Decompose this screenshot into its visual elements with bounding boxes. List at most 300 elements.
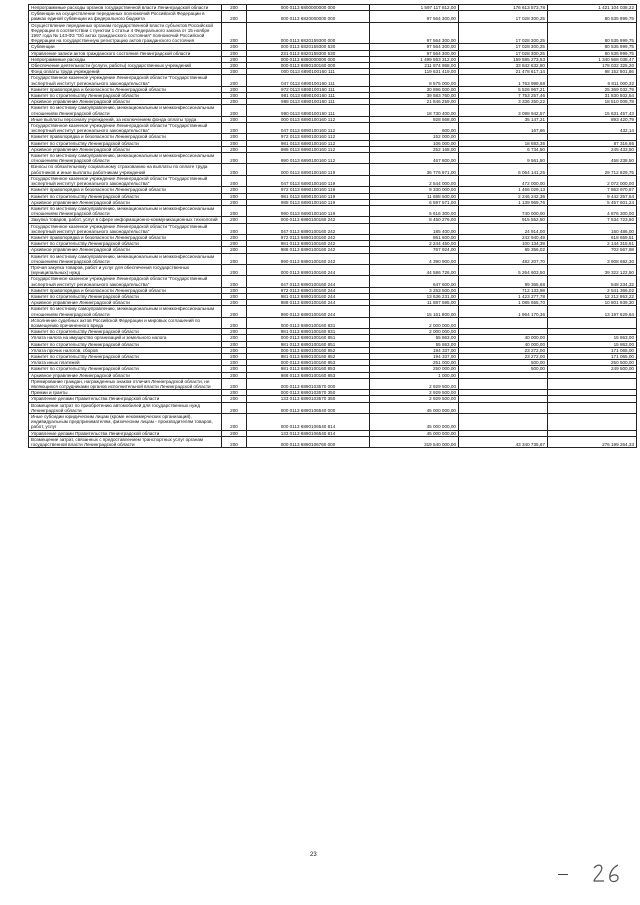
row-name: Комитет правопорядка и безопасности Ленинградской области [29,287,222,293]
row-remaining: 15 631 457,43 [548,105,637,116]
table-row [29,276,637,287]
row-name: Комитет по строительству Ленинградской области [29,366,222,372]
row-approved: 39 583 760,00 [370,93,459,99]
row-executed: 482 207,70 [459,253,548,264]
row-name: Комитет правопорядка и безопасности Ленинградской области [29,86,222,92]
row-remaining: 15 863,00 [548,335,637,341]
row-approved: 8 575 000,00 [370,75,459,86]
row-kbk: 000 0113 6890100160 852 [247,347,370,353]
row-code: 200 [222,430,247,436]
row-name: Государственное казенное учреждение Ленинградской области "Государственный экспертный институт регионального законодательства" [29,175,222,186]
row-approved: 185 400,00 [370,223,459,234]
row-name: Комитет по местному самоуправлению, межнациональным и межконфессиональным отношениям Ленинградской области [29,205,222,216]
row-executed: 3 336 250,22 [459,99,548,105]
row-name: Архивное управление Ленинградской области [29,372,222,378]
table-row [29,223,637,234]
row-approved: 194 337,00 [370,353,459,359]
row-approved: 21 846 259,00 [370,99,459,105]
row-remaining: 10 801 939,30 [548,300,637,306]
row-remaining: 178 032 325,20 [548,63,637,69]
row-kbk: 981 0113 6890100160 119 [247,193,370,199]
row-approved: 44 586 726,00 [370,264,459,275]
row-approved: 45 000 000,00 [370,430,459,436]
row-executed: 100 134,39 [459,241,548,247]
row-executed: 24 914,00 [459,223,548,234]
row-remaining: 29 712 829,75 [548,164,637,175]
row-kbk: 000 0113 6890103570 350 [247,390,370,396]
row-approved: 55 863,00 [370,335,459,341]
row-approved: 2 929 500,00 [370,390,459,396]
row-kbk: 000 0113 6890000000 000 [247,56,370,62]
row-name: Закупка товаров, работ, услуг в сфере информационно-коммуникационных технологий [29,217,222,223]
row-code: 200 [222,69,247,75]
row-code: 200 [222,234,247,240]
row-remaining: 80 535 999,75 [548,22,637,44]
row-name: Комитет правопорядка и безопасности Ленинградской области [29,187,222,193]
row-name: Непрограммные расходы [29,56,222,62]
row-kbk: 972 0113 6890100160 119 [247,187,370,193]
row-code: 200 [222,306,247,317]
row-code: 200 [222,5,247,11]
row-code: 200 [222,11,247,22]
row-code: 200 [222,276,247,287]
row-executed: 500,00 [459,366,548,372]
row-name: Комитет по местному самоуправлению, межнациональным и межконфессиональным отношениям Ленинградской области [29,253,222,264]
budget-report-sheet [28,4,634,448]
row-code: 200 [222,93,247,99]
row-code: 200 [222,378,247,389]
row-remaining: 39 322 122,50 [548,264,637,275]
row-kbk: 990 0113 6890100160 111 [247,105,370,116]
row-approved: 2 000 000,00 [370,329,459,335]
row-approved: 2 000 000,00 [370,317,459,328]
table-row [29,153,637,164]
row-name: Премирование граждан, награжденных знаком отличия Ленинградской области, не являющихся сотрудниками органов исполнительной власти Ленинградской области [29,378,222,389]
table-row [29,436,637,447]
row-executed: 65 356,02 [459,247,548,253]
row-executed: 159 585 273,53 [459,56,548,62]
row-code: 200 [222,241,247,247]
row-name: Государственное казенное учреждение Ленинградской области "Государственный экспертный институт регионального законодательства" [29,123,222,134]
row-approved: 45 000 000,00 [370,402,459,413]
row-approved: 9 330 000,00 [370,187,459,193]
row-approved: 4 390 900,00 [370,253,459,264]
table-row [29,22,637,44]
row-name: Уплата прочих налогов, сборов [29,347,222,353]
row-name: Архивное управление Ленинградской области [29,199,222,205]
row-kbk: 000 0113 6820000000 000 [247,11,370,22]
row-code: 200 [222,175,247,186]
row-remaining: 87 316,65 [548,140,637,146]
row-code: 200 [222,341,247,347]
row-code: 200 [222,372,247,378]
row-code: 200 [222,75,247,86]
row-remaining: 9 442 257,64 [548,193,637,199]
row-name: Комитет по местному самоуправлению, межнациональным и межконфессиональным отношениям Ленинградской области [29,153,222,164]
row-code: 200 [222,436,247,447]
row-executed: 176 613 573,78 [459,5,548,11]
row-approved: 11 887 595,00 [370,300,459,306]
row-kbk: 990 0113 6890100160 119 [247,205,370,216]
row-code: 200 [222,199,247,205]
row-code: 200 [222,390,247,396]
row-name: Управление делами Правительства Ленинградской области [29,396,222,402]
row-kbk: 000 0113 6890100160 242 [247,217,370,223]
table-row [29,175,637,186]
row-remaining: 80 535 999,75 [548,50,637,56]
row-code: 200 [222,223,247,234]
row-executed: 21 478 617,14 [459,69,548,75]
row-remaining: 18 510 008,78 [548,99,637,105]
row-name: Управление делами Правительства Ленинградской области [29,430,222,436]
row-executed: 17 028 300,25 [459,11,548,22]
row-approved: 30 896 000,00 [370,86,459,92]
row-name: Комитет по строительству Ленинградской области [29,140,222,146]
budget-execution-table [28,4,637,448]
row-name: Комитет по местному самоуправлению, межнациональным и межконфессиональным отношениям Ленинградской области [29,105,222,116]
row-approved: 55 863,00 [370,341,459,347]
row-approved: 467 800,00 [370,153,459,164]
row-name: Уплата налога на имущество организаций и земельного налога [29,335,222,341]
row-name: Взносы по обязательному социальному страхованию на выплаты по оплате труда работников и иные выплаты работникам учреждений [29,164,222,175]
row-name: Комитет по строительству Ленинградской области [29,293,222,299]
table-row [29,123,637,134]
row-kbk: 047 0113 6890100160 244 [247,276,370,287]
row-name: Субвенции на осуществление переданных полномочий Российской Федерации в рамках единой субвенции из федерального бюджета [29,11,222,22]
row-remaining: 548 234,32 [548,276,637,287]
row-executed: 1 423 277,78 [459,293,548,299]
row-executed: 9 561,50 [459,153,548,164]
page-number: 23 [310,852,317,858]
row-remaining: 13 197 629,64 [548,306,637,317]
row-approved: 767 924,00 [370,247,459,253]
row-name: Уплата иных платежей [29,360,222,366]
row-approved: 2 244 450,00 [370,241,459,247]
row-approved: 15 161 800,00 [370,306,459,317]
row-remaining: 80 535 999,75 [548,44,637,50]
row-approved: 319 540 000,00 [370,436,459,447]
row-executed [459,414,548,431]
row-executed: 99 365,68 [459,276,548,287]
row-code: 200 [222,164,247,175]
row-name: Комитет правопорядка и безопасности Ленинградской области [29,134,222,140]
row-executed: 1 139 969,76 [459,199,548,205]
row-name: Архивное управление Ленинградской области [29,300,222,306]
row-approved: 252 168,00 [370,146,459,152]
row-remaining: 702 567,98 [548,247,637,253]
row-name: Исполнение судебных актов Российской Федерации и мировых соглашений по возмещению причиненного вреда [29,317,222,328]
table-row [29,402,637,413]
row-kbk: 988 0113 6890100160 119 [247,199,370,205]
row-name: Комитет правопорядка и безопасности Ленинградской области [29,234,222,240]
row-remaining: 15 863,00 [548,341,637,347]
row-remaining: 31 830 502,54 [548,93,637,99]
row-remaining: 276 199 264,33 [548,436,637,447]
row-kbk: 000 0113 6890106540 814 [247,414,370,431]
row-kbk: 047 0113 6890100160 111 [247,75,370,86]
row-name: Комитет по строительству Ленинградской области [29,193,222,199]
row-kbk: 981 0113 6890100160 244 [247,293,370,299]
row-executed: 17 028 300,25 [459,44,548,50]
row-executed: 1 085 655,70 [459,300,548,306]
row-approved: 3 253 500,00 [370,287,459,293]
row-name: Комитет по строительству Ленинградской области [29,353,222,359]
row-executed: 17 028 300,25 [459,22,548,44]
row-remaining: 7 534 723,50 [548,217,637,223]
row-kbk: 981 0113 6890100160 831 [247,329,370,335]
row-remaining: 3 908 692,30 [548,253,637,264]
handwritten-page-mark [590,862,626,884]
row-remaining: 7 863 970,87 [548,187,637,193]
row-remaining: 25 369 032,79 [548,86,637,92]
row-code: 200 [222,153,247,164]
row-kbk: 000 0113 6890100160 111 [247,69,370,75]
row-kbk: 972 0113 6890100160 112 [247,134,370,140]
row-remaining [548,402,637,413]
row-code: 200 [222,253,247,264]
row-executed: 167,86 [459,123,548,134]
row-name: Комитет по строительству Ленинградской области [29,241,222,247]
row-code: 200 [222,146,247,152]
table-row [29,205,637,216]
row-approved: 97 564 300,00 [370,22,459,44]
row-approved: 647 600,00 [370,276,459,287]
row-executed: 6 734,50 [459,146,548,152]
row-approved: 6 597 571,00 [370,199,459,205]
row-kbk: 988 0113 6890100160 242 [247,247,370,253]
row-executed [459,317,548,328]
table-row [29,164,637,175]
row-name: Премии и гранты [29,390,222,396]
row-remaining: 6 811 000,32 [548,75,637,86]
row-kbk: 981 0113 6890100160 853 [247,366,370,372]
row-name: Управление записи актов гражданского состояния Ленинградской области [29,50,222,56]
table-row [29,253,637,264]
row-kbk: 133 0113 6890103570 350 [247,396,370,402]
row-code: 200 [222,217,247,223]
row-executed [459,402,548,413]
row-remaining [548,317,637,328]
row-code: 200 [222,293,247,299]
row-code: 200 [222,396,247,402]
row-executed: 18 683,35 [459,140,548,146]
row-code: 200 [222,205,247,216]
row-approved: 8 450 276,00 [370,217,459,223]
row-kbk: 981 0113 6890100160 111 [247,93,370,99]
row-remaining: 618 659,51 [548,234,637,240]
row-executed: 6 064 141,25 [459,164,548,175]
row-approved: 251 000,00 [370,360,459,366]
row-kbk: 988 0113 6890100160 111 [247,99,370,105]
row-kbk: 000 0113 6890100160 831 [247,317,370,328]
row-remaining: 893 420,79 [548,116,637,122]
row-name: Обеспечение деятельности (услуги, работы) государственных учреждений [29,63,222,69]
row-kbk: 972 0113 6890100160 242 [247,234,370,240]
row-name: Комитет по строительству Ленинградской области [29,341,222,347]
row-name: Государственное казенное учреждение Ленинградской области "Государственный экспертный институт регионального законодательства" [29,276,222,287]
row-remaining: 98 152 801,86 [548,69,637,75]
row-kbk: 047 0113 6890100160 242 [247,223,370,234]
row-approved: 194 337,00 [370,347,459,353]
row-kbk: 000 0113 6890100160 119 [247,164,370,175]
row-executed: 17 028 300,25 [459,50,548,56]
row-kbk: 990 0113 6890100160 242 [247,253,370,264]
table-body [29,5,637,448]
row-kbk: 990 0113 6890100160 244 [247,306,370,317]
row-approved: 2 929 500,00 [370,378,459,389]
row-approved: 928 568,00 [370,116,459,122]
row-executed: 35 147,21 [459,116,548,122]
row-name: Архивное управление Ленинградской области [29,146,222,152]
row-kbk: 047 0113 6890100160 119 [247,175,370,186]
row-code: 200 [222,347,247,353]
row-name: Комитет по строительству Ленинградской области [29,93,222,99]
row-kbk: 000 0113 6890100160 000 [247,63,370,69]
row-executed: 43 340 735,67 [459,436,548,447]
row-executed: 915 552,50 [459,217,548,223]
row-executed: 500,00 [459,360,548,366]
row-remaining: 5 457 601,24 [548,199,637,205]
table-row [29,414,637,431]
row-executed: 23 272,00 [459,353,548,359]
row-code: 200 [222,50,247,56]
row-remaining: 171 065,00 [548,347,637,353]
row-remaining: 2 144 315,61 [548,241,637,247]
table-row [29,306,637,317]
row-name: Прочая закупка товаров, работ и услуг для обеспечения государственных (муниципальных) нужд [29,264,222,275]
row-code: 200 [222,63,247,69]
table-row [29,378,637,389]
table-row [29,317,637,328]
row-remaining: 2 072 000,00 [548,175,637,186]
row-code: 200 [222,134,247,140]
row-kbk: 000 0113 6890106760 000 [247,436,370,447]
row-approved: 1 499 553 312,00 [370,56,459,62]
row-executed: 1 763 999,68 [459,75,548,86]
row-kbk: 972 0113 6890100160 111 [247,86,370,92]
row-executed: 242 940,49 [459,234,548,240]
row-executed: 2 246 242,36 [459,193,548,199]
row-name: Возмещение затрат, связанных с предоставлением транспортных услуг органам государственной власти Ленинградской области [29,436,222,447]
row-executed: 5 526 967,21 [459,86,548,92]
row-code: 200 [222,317,247,328]
row-code: 200 [222,366,247,372]
row-name: Непрограммные расходы органов государственной власти Ленинградской области [29,5,222,11]
row-name: Иные субсидии юридическим лицам (кроме некоммерческих организаций), индивидуальным предпринимателям, физическим лицам - производителям товаров, работ, услуг [29,414,222,431]
row-remaining: 458 238,50 [548,153,637,164]
row-approved: 600,00 [370,123,459,134]
row-code: 200 [222,353,247,359]
row-name: Субвенции [29,44,222,50]
row-kbk: 047 0113 6890100160 112 [247,123,370,134]
row-code: 200 [222,99,247,105]
row-approved: 250 000,00 [370,366,459,372]
table-row [29,264,637,275]
row-kbk: 000 0113 6890106540 000 [247,402,370,413]
row-remaining: 249 500,00 [548,366,637,372]
row-name: Комитет по местному самоуправлению, межнациональным и межконфессиональным отношениям Ленинградской области [29,306,222,317]
row-remaining: 250 500,00 [548,360,637,366]
row-name: Фонд оплаты труда учреждений [29,69,222,75]
row-approved: 1 597 117 812,00 [370,5,459,11]
row-kbk: 981 0113 6890100160 242 [247,241,370,247]
row-executed: 740 000,00 [459,205,548,216]
row-executed: 40 000,00 [459,341,548,347]
row-code: 200 [222,187,247,193]
row-code: 200 [222,414,247,431]
row-remaining: 2 541 366,02 [548,287,637,293]
row-executed: 472 000,00 [459,175,548,186]
row-code: 200 [222,105,247,116]
row-kbk: 981 0113 6890100160 852 [247,353,370,359]
row-name: Государственное казенное учреждение Ленинградской области "Государственный экспертный институт регионального законодательства" [29,223,222,234]
row-approved: 97 564 300,00 [370,50,459,56]
row-approved: 119 631 419,00 [370,69,459,75]
row-approved: 106 000,00 [370,140,459,146]
dash-mark [558,874,568,875]
row-code: 200 [222,300,247,306]
row-executed: 3 098 942,57 [459,105,548,116]
row-executed: 5 264 603,50 [459,264,548,275]
row-approved: 1 000,00 [370,372,459,378]
row-remaining: 12 212 953,22 [548,293,637,299]
row-code: 200 [222,335,247,341]
row-remaining: 1 340 568 038,47 [548,56,637,62]
row-approved: 2 929 500,00 [370,396,459,402]
table-row [29,105,637,116]
row-kbk: 981 0113 6890100160 851 [247,341,370,347]
row-executed: 23 272,00 [459,347,548,353]
row-executed: 712 133,98 [459,287,548,293]
row-remaining: 1 421 104 038,22 [548,5,637,11]
row-code: 200 [222,329,247,335]
table-row [29,75,637,86]
row-kbk: 000 0113 6890103570 000 [247,378,370,389]
row-name: Осуществление переданных органам государственной власти субъектов Российской Федерации в соответствии с пунктом 1 статьи 4 Федерального закона от 15 ноября 1997 года № 143-ФЗ "Об актах гражданского состояния" полномочий Российской Федерации на государственную регистрацию актов гражданского состояния [29,22,222,44]
row-code: 200 [222,56,247,62]
row-kbk: 988 0113 6890100160 244 [247,300,370,306]
row-executed: 7 753 257,46 [459,93,548,99]
row-code: 200 [222,86,247,92]
row-code: 200 [222,264,247,275]
row-kbk: 000 0113 6820159300 530 [247,44,370,50]
row-kbk: 988 0113 6890100160 112 [247,146,370,152]
row-remaining: 160 486,00 [548,223,637,234]
row-executed: 40 000,00 [459,335,548,341]
row-code: 200 [222,116,247,122]
row-code: 200 [222,193,247,199]
row-code: 200 [222,22,247,44]
row-kbk: 231 0113 6820159300 530 [247,50,370,56]
row-kbk: 990 0113 6890100160 112 [247,153,370,164]
row-approved: 13 636 231,00 [370,293,459,299]
row-approved: 97 564 300,00 [370,44,459,50]
row-approved: 861 600,00 [370,234,459,240]
row-executed [459,378,548,389]
table-row [29,11,637,22]
row-name: Комитет по строительству Ленинградской области [29,329,222,335]
row-remaining: 245 433,50 [548,146,637,152]
row-remaining: 171 065,00 [548,353,637,359]
row-kbk: 000 0113 6820159300 000 [247,22,370,44]
row-remaining: 432,14 [548,123,637,134]
row-approved: 211 874 958,00 [370,63,459,69]
row-kbk: 000 0113 6890100160 853 [247,360,370,366]
row-approved: 11 688 500,00 [370,193,459,199]
row-approved: 97 564 300,00 [370,11,459,22]
row-kbk: 000 0113 6800000000 000 [247,5,370,11]
row-approved: 45 000 000,00 [370,414,459,431]
